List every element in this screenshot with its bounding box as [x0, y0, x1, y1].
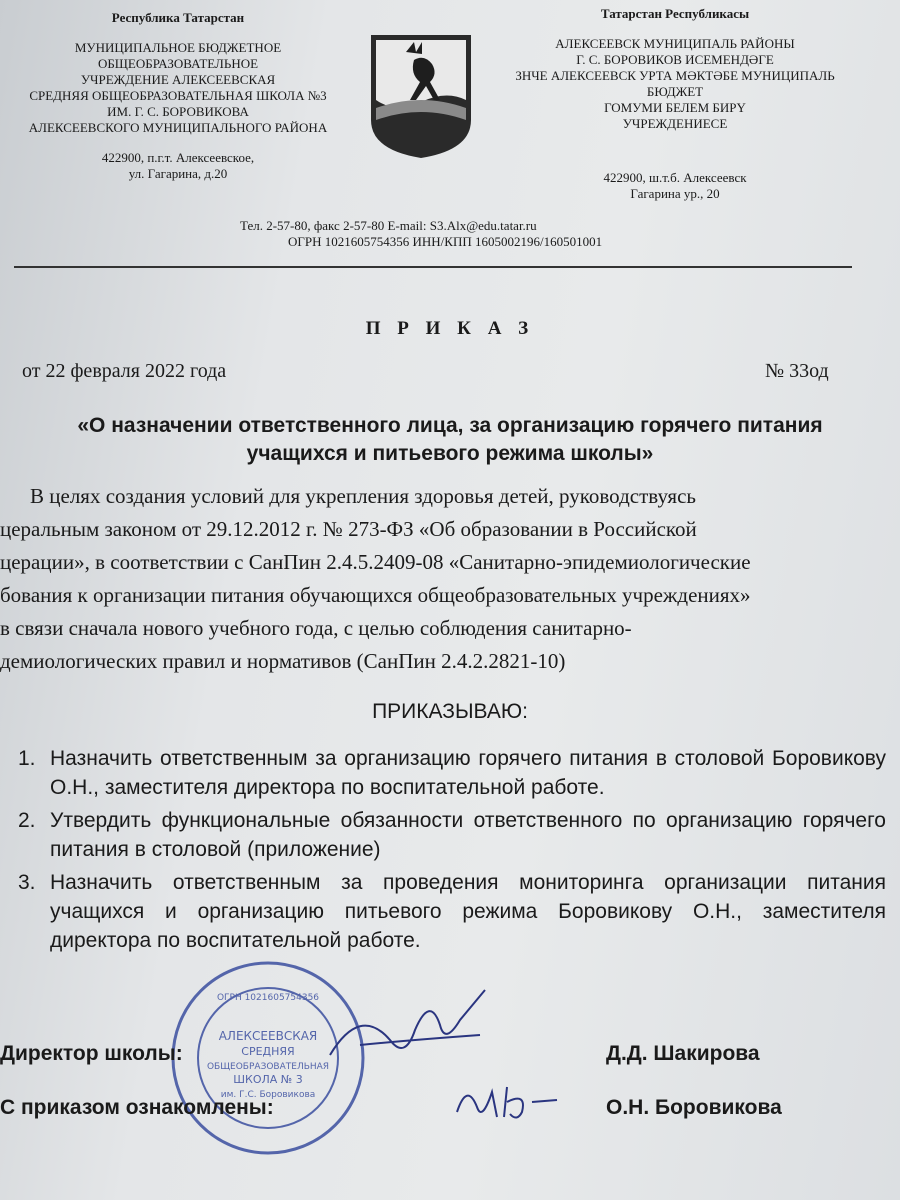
acknowledgement-label: С приказом ознакомлены:: [0, 1096, 274, 1119]
item-text: Утвердить функциональные обязанности ответственного по организацию горячего питания в столовой (приложение): [50, 809, 886, 861]
header-right-block: [505, 6, 845, 202]
org-line: ЗНЧЕ АЛЕКСЕЕВСК УРТА МӘКТӘБЕ МУНИЦИПАЛЬ: [515, 68, 835, 83]
address-line: 422900, ш.т.б. Алексеевск: [603, 170, 747, 185]
stamp-line: СРЕДНЯЯ: [241, 1045, 295, 1058]
order-subject: [30, 412, 870, 468]
item-text: Назначить ответственным за проведения мониторинга организации питания учащихся и организацию питьевого режима Боровикову О.Н., заместителя директора по воспитательной работе.: [50, 871, 886, 952]
republic-name-ru: Республика Татарстан: [111, 10, 245, 25]
preamble-line: церации», в соответствии с СанПин 2.4.5.2409-08 «Санитарно-эпидемиологические: [0, 550, 751, 574]
list-item: [18, 744, 886, 802]
coat-of-arms-icon: [366, 30, 476, 160]
org-line: УЧРЕЖДЕНИЕСЕ: [622, 116, 728, 131]
acknowledgement-name: О.Н. Боровикова: [606, 1096, 782, 1119]
preamble-line: бования к организации питания обучающихся общеобразовательных учреждениях»: [0, 583, 751, 607]
command-heading: ПРИКАЗЫВАЮ:: [372, 700, 528, 723]
stamp-line: ШКОЛА № 3: [233, 1073, 303, 1086]
org-line: СРЕДНЯЯ ОБЩЕОБРАЗОВАТЕЛЬНАЯ ШКОЛА №3: [29, 88, 327, 103]
item-number: 1.: [18, 747, 36, 770]
header-left-block: [8, 10, 348, 182]
order-preamble: [0, 480, 885, 678]
subject-line: «О назначении ответственного лица, за организацию горячего питания: [77, 414, 823, 437]
header-divider: [14, 266, 852, 268]
stamp-line: АЛЕКСЕЕВСКАЯ: [218, 1029, 318, 1043]
acknowledgement-signature: [452, 1072, 562, 1132]
order-items-list: [18, 744, 886, 959]
list-item: [18, 806, 886, 864]
address-line: 422900, п.г.т. Алексеевское,: [101, 150, 255, 165]
stamp-line: ОБЩЕОБРАЗОВАТЕЛЬНАЯ: [206, 1062, 330, 1072]
phone-email-line: Тел. 2-57-80, факс 2-57-80 E-mail: S3.Alx@edu.tatar.ru: [240, 218, 537, 233]
republic-name-tt: Татарстан Республикасы: [600, 6, 750, 21]
org-line: ОБЩЕОБРАЗОВАТЕЛЬНОЕ: [97, 56, 259, 71]
director-name: Д.Д. Шакирова: [606, 1042, 760, 1065]
preamble-line: демиологических правил и нормативов (СанПин 2.4.2.2821-10): [0, 649, 566, 673]
org-line: АЛЕКСЕЕВСК МУНИЦИПАЛЬ РАЙОНЫ: [555, 36, 795, 51]
org-line: Г. С. БОРОВИКОВ ИСЕМЕНДӘГЕ: [576, 52, 774, 67]
registration-ids-line: ОГРН 1021605754356 ИНН/КПП 1605002196/160501001: [288, 234, 603, 249]
director-signature: [320, 985, 490, 1075]
item-number: 2.: [18, 809, 36, 832]
preamble-line: в связи сначала нового учебного года, с целью соблюдения санитарно-: [0, 616, 632, 640]
order-number: № 33од: [765, 360, 829, 382]
stamp-code: ОГРН 1021605754356: [216, 993, 320, 1003]
org-line: УЧРЕЖДЕНИЕ АЛЕКСЕЕВСКАЯ: [80, 72, 276, 87]
preamble-line: церальным законом от 29.12.2012 г. № 273-ФЗ «Об образовании в Российской: [0, 517, 697, 541]
stamp-line: им. Г.С. Боровикова: [220, 1090, 316, 1100]
contacts-block: [240, 218, 660, 250]
document-title: П Р И К А З: [365, 318, 535, 339]
item-text: Назначить ответственным за организацию горячего питания в столовой Боровикову О.Н., заместителя директора по воспитательной работе.: [50, 747, 886, 799]
org-line: МУНИЦИПАЛЬНОЕ БЮДЖЕТНОЕ: [74, 40, 282, 55]
subject-line: учащихся и питьевого режима школы»: [246, 442, 654, 465]
org-line: ГОМУМИ БЕЛЕМ БИРҮ: [604, 100, 746, 115]
item-number: 3.: [18, 871, 36, 894]
list-item: [18, 868, 886, 955]
preamble-line: В целях создания условий для укрепления здоровья детей, руководствуясь: [30, 484, 696, 508]
org-line: БЮДЖЕТ: [646, 84, 704, 99]
org-line: АЛЕКСЕЕВСКОГО МУНИЦИПАЛЬНОГО РАЙОНА: [28, 120, 328, 135]
director-label: Директор школы:: [0, 1042, 183, 1065]
org-line: ИМ. Г. С. БОРОВИКОВА: [107, 104, 249, 119]
order-date: от 22 февраля 2022 года: [22, 360, 227, 382]
address-line: Гагарина ур., 20: [630, 186, 720, 201]
address-line: ул. Гагарина, д.20: [128, 166, 228, 181]
